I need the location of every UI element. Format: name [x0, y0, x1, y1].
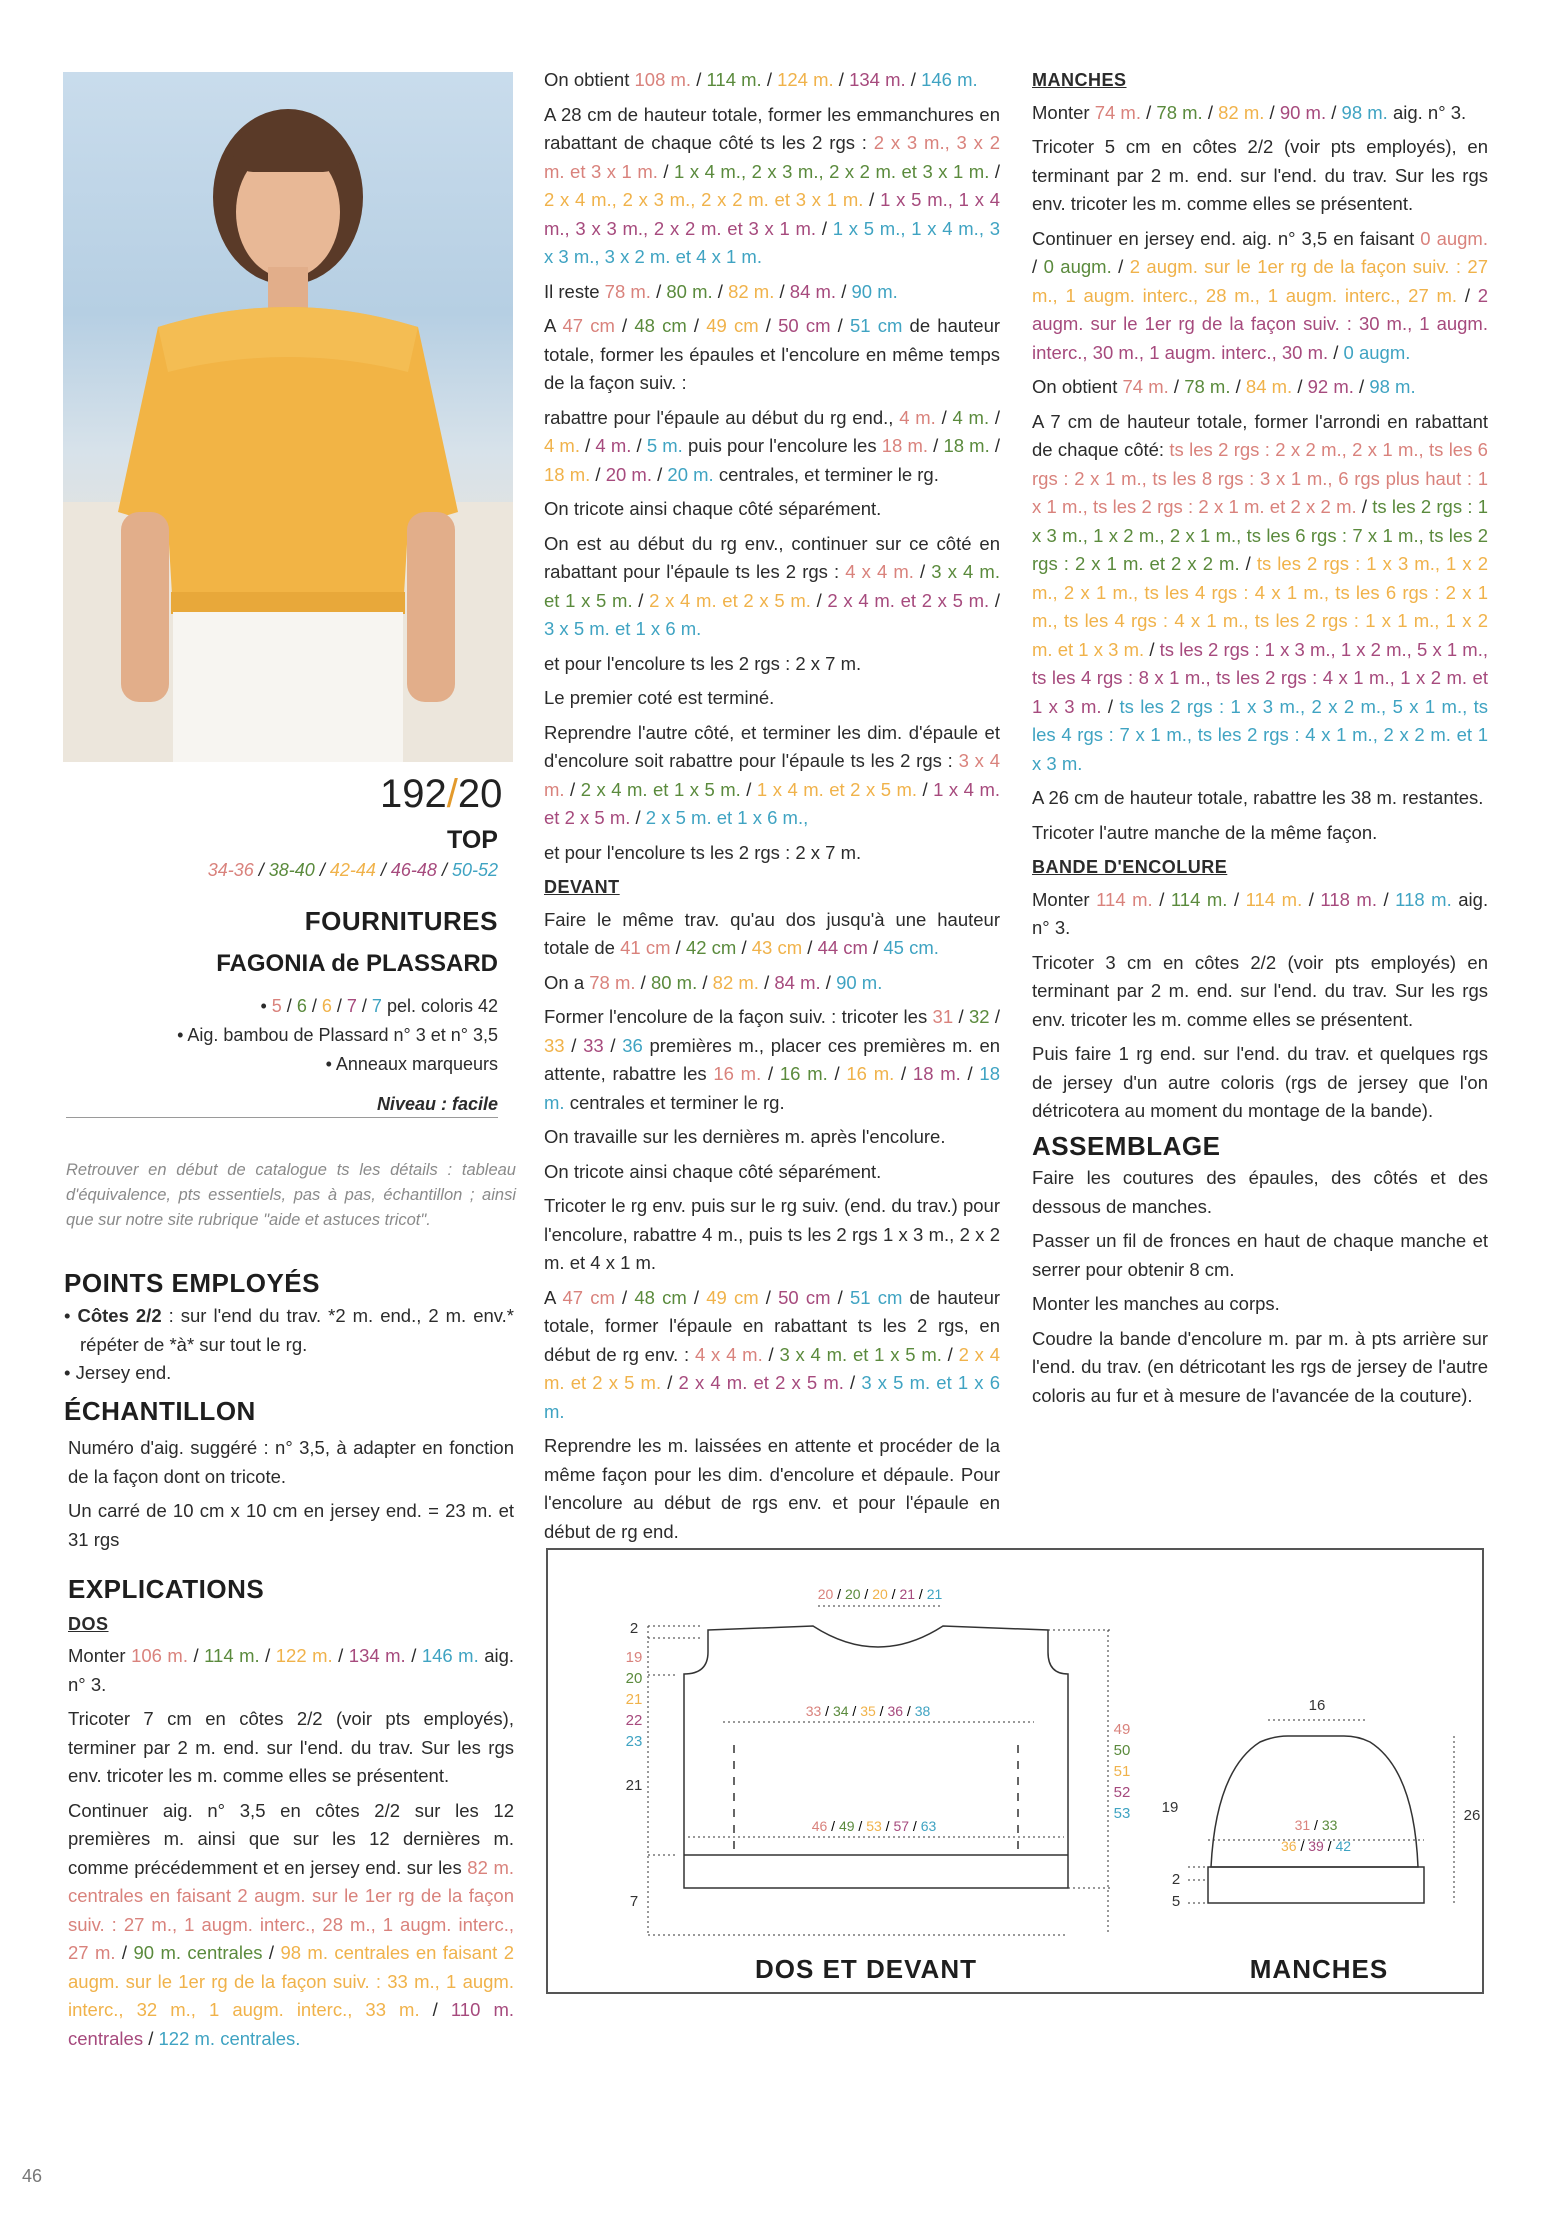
man-5: 98 m.: [1341, 101, 1388, 123]
dos-p3-s3: 98 m. centrales en faisant 2 augm. sur le 1er rg de la façon suiv. : 33 m., 1 augm. interc., 32 m., 1 augm. interc., 33 m.: [68, 1942, 514, 2020]
dev-p3-b: premières m., placer ces premières m. en attente, rabattre les: [544, 1034, 1001, 1084]
mid-4: 36: [887, 1703, 904, 1719]
cm-2: 48 cm: [634, 315, 687, 336]
rep-2: 2 x 4 m. et 1 x 5 m.: [580, 778, 741, 800]
ob-2: 114 m.: [706, 69, 762, 90]
point-jersey: • Jersey end.: [64, 1362, 172, 1383]
re-4: 84 m.: [789, 280, 837, 302]
dp3b-1: 16 m.: [713, 1063, 762, 1084]
yarn-brand: FAGONIA de PLASSARD: [216, 950, 498, 977]
env-3: 2 x 4 m. et 2 x 5 m.: [649, 589, 811, 611]
assemblage-heading: ASSEMBLAGE: [1032, 1130, 1221, 1161]
sl-row1: 31 / 33: [1294, 1817, 1338, 1833]
encolure-1: et pour l'encolure ts les 2 rgs : 2 x 7 m.: [544, 652, 862, 674]
sl-16: 16: [1308, 1697, 1326, 1714]
rabattre-line: rabattre pour l'épaule au début du rg end., 4 m. / 4 m. / 4 m. / 4 m. / 5 m. puis pour l'encolure les 18 m. / 18 m. / 18 m. / 20 m. / 20 m. centrales, et terminer le rg.: [544, 406, 1001, 485]
pel-5: 7: [371, 996, 382, 1016]
right-2: 50: [1113, 1742, 1131, 1759]
rep-5: 2 x 5 m. et 1 x 6 m.,: [645, 807, 809, 828]
emm-4: 1 x 5 m., 1 x 4 m., 3 x 3 m., 2 x 2 m. et 3 x 1 m.: [544, 189, 1001, 239]
pel-3: 6: [321, 996, 332, 1016]
man-4: 90 m.: [1279, 101, 1327, 123]
bande-p3: Puis faire 1 rg end. sur l'end. du trav. et quelques rgs de jersey d'un autre coloris (rgs de jersey que l'on détricotera au moment du montage de la bande).: [1032, 1043, 1488, 1121]
left-v3: 21: [625, 1691, 643, 1708]
man-p5-3: ts les 2 rgs : 1 x 3 m., 1 x 2 m., 2 x 1 m., ts les 4 rgs : 4 x 1 m., ts les 6 rgs : 2 x 1 m., ts les 4 rgs : 4 x 1 m., ts les 2 rgs : 1 x 1 m., 1 x 2 m. et 1 x 3 m.: [1032, 553, 1488, 660]
dcm2-4: 50 cm: [778, 1286, 831, 1308]
rab2-5: 20 m.: [667, 463, 714, 485]
right-5: 53: [1113, 1805, 1131, 1822]
env-4: 2 x 4 m. et 2 x 5 m.: [827, 589, 990, 611]
ob-5: 146 m.: [921, 69, 978, 90]
pattern-ref: 192: [380, 772, 447, 816]
obtient-label: On obtient: [544, 69, 635, 90]
ona-5: 90 m.: [836, 971, 883, 993]
bd-4: 118 m.: [1320, 888, 1377, 910]
ob-4: 134 m.: [849, 69, 906, 90]
dcm-4: 44 cm: [817, 937, 868, 958]
schema-drawing: [548, 1550, 1482, 1992]
mob-3: 84 m.: [1245, 376, 1293, 397]
middle-column: [544, 66, 1000, 1552]
devant-p4: On travaille sur les dernières m. après l'encolure.: [544, 1126, 946, 1147]
rab-c: centrales, et terminer le rg.: [713, 463, 939, 485]
bot-4: 57: [893, 1818, 910, 1834]
assemblage-p1: Faire les coutures des épaules, des côtés et des dessous de manches.: [1032, 1167, 1488, 1217]
dcm2-2: 48 cm: [634, 1286, 687, 1308]
dcm-3: 43 cm: [751, 937, 803, 958]
man-1: 74 m.: [1094, 101, 1141, 123]
top-1: 20: [817, 1586, 834, 1602]
dos-m1: 106 m.: [131, 1645, 188, 1666]
dp3b-2: 16 m.: [779, 1063, 828, 1084]
man-ob-label: On obtient: [1032, 376, 1123, 397]
rab2-1: 18 m.: [881, 435, 929, 456]
dos-m2: 114 m.: [204, 1645, 260, 1666]
rab-1: 4 m.: [899, 406, 936, 428]
mid-5: 38: [914, 1703, 931, 1719]
mid-1: 33: [805, 1703, 822, 1719]
rab-b: puis pour l'encolure les: [682, 435, 882, 456]
epaules-line: A 47 cm / 48 cm / 49 cm / 50 cm / 51 cm de hauteur totale, former les épaules et l'encolure en même temps de la façon suiv. :: [544, 315, 1001, 393]
mob-4: 92 m.: [1307, 376, 1354, 397]
bd-3: 114 m.: [1245, 888, 1303, 910]
garment-type: TOP: [447, 826, 498, 854]
top-4: 21: [899, 1586, 916, 1602]
page-number: 46: [22, 2166, 43, 2186]
emm-1: 2 x 3 m., 3 x 2 m. et 3 x 1 m.: [544, 132, 1000, 182]
man-p3-2: 0 augm.: [1043, 256, 1112, 277]
supply-yarn: • 5 / 6 / 6 / 7 / 7 pel. coloris 42: [260, 996, 498, 1016]
pel-2: 6: [296, 996, 307, 1016]
mob-1: 74 m.: [1122, 376, 1169, 397]
sleeve-labels: [1162, 1697, 1481, 1910]
man-p5-4: ts les 2 rgs : 1 x 3 m., 1 x 2 m., 5 x 1 m., ts les 4 rgs : 8 x 1 m., ts les 2 rgs : 4 x 1 m., 1 x 2 m. et 1 x 3 m.: [1032, 638, 1488, 717]
sl-5: 5: [1171, 1893, 1181, 1910]
sl-2: 2: [1171, 1871, 1181, 1888]
obtient-line: On obtient 108 m. / 114 m. / 124 m. / 134 m. / 146 m.: [544, 69, 978, 90]
mid-label: 33 / 34 / 35 / 36 / 38: [805, 1703, 931, 1719]
model-photo: [63, 72, 513, 762]
pel-1: 5: [271, 996, 282, 1016]
dos-p1: Monter 106 m. / 114 m. / 122 m. / 134 m. / 146 m. aig. n° 3.: [68, 1645, 515, 1695]
dp3b-3: 16 m.: [846, 1063, 895, 1084]
sl-row2: 36 / 39 / 42: [1280, 1838, 1352, 1854]
devant-p8: Reprendre les m. laissées en attente et procéder de la même façon pour les dim. d'encolure et dépaule. Pour l'encolure au début de rgs env. et pour l'épaule en début de rg end.: [544, 1435, 1000, 1542]
devant-p7: A 47 cm / 48 cm / 49 cm / 50 cm / 51 cm de hauteur totale, former l'épaule en rabattant ts les 2 rgs, en début de rg env. : 4 x 4 m. / 3 x 4 m. et 1 x 5 m. / 2 x 4 m. et 2 x 5 m. / 2 x 4 m. et 2 x 5 m. / 3 x 5 m. et 1 x 6 m.: [544, 1286, 1001, 1422]
left-7: 7: [629, 1893, 639, 1910]
echantillon-text: [68, 1434, 514, 1560]
point-jersey-text: Jersey end.: [75, 1362, 172, 1383]
emm-5: 1 x 5 m., 1 x 4 m., 3 x 3 m., 3 x 2 m. et 4 x 1 m.: [544, 217, 1000, 267]
env-a: On est au début du rg env., continuer sur ce côté en rabattant pour l'épaule ts les 2 rgs :: [544, 532, 1000, 582]
supply-needles: • Aig. bambou de Plassard n° 3 et n° 3,5: [177, 1025, 498, 1045]
right-3: 51: [1113, 1763, 1131, 1780]
body-right-labels: [1114, 1721, 1131, 1822]
dos-p3-s1: 82 m. centrales en faisant 2 augm. sur le 1er rg de la façon suiv. : 27 m., 1 augm. interc., 28 m., 1 augm. interc., 27 m.: [68, 1856, 514, 1963]
bande-aig: aig. n° 3.: [1032, 888, 1489, 938]
explications-heading: EXPLICATIONS: [68, 1574, 265, 1604]
env-5: 3 x 5 m. et 1 x 6 m.: [544, 618, 702, 639]
size-list: 34-36 / 38-40 / 42-44 / 46-48 / 50-52: [207, 860, 498, 880]
dp3-4: 33: [583, 1034, 604, 1056]
mid-2: 34: [832, 1703, 849, 1719]
pel-4: 7: [346, 996, 357, 1016]
man-p5-1: ts les 2 rgs : 2 x 2 m., 2 x 1 m., ts les 6 rgs : 2 x 1 m., ts les 8 rgs : 3 x 1 m., 6 rgs plus haut : 1 x 1 m., ts les 2 rgs : 2 x 1 m. et 2 x 2 m.: [1032, 439, 1488, 517]
emm-a: A 28 cm de hauteur totale, former les emmanchures en rabattant de chaque côté ts les 2 rgs :: [544, 103, 1000, 153]
cm-1: 47 cm: [562, 315, 615, 336]
rab2-3: 18 m.: [544, 463, 591, 485]
schema-box: [546, 1548, 1484, 1994]
re-3: 82 m.: [728, 280, 775, 302]
devant-p3: Former l'encolure de la façon suiv. : tricoter les 31 / 32 / 33 / 33 / 36 premières m., placer ces premières m. en attente, rabattre les 16 m. / 16 m. / 16 m. / 18 m. / 18 m. centrales et terminer le rg.: [544, 1006, 1001, 1113]
body-caption: DOS ET DEVANT: [755, 1954, 977, 1984]
dos-heading: DOS: [68, 1614, 109, 1634]
cm-3: 49 cm: [706, 315, 759, 336]
dev-p7-b: de hauteur totale, former l'épaule en rabattant ts les 2 rgs, en début de rg env. :: [544, 1286, 1001, 1365]
bande-heading: BANDE D'ENCOLURE: [1032, 857, 1228, 877]
pattern-number: [380, 772, 503, 817]
man-3: 82 m.: [1218, 101, 1265, 123]
re-1: 78 m.: [604, 280, 651, 302]
echantillon-heading: ÉCHANTILLON: [64, 1396, 256, 1426]
photo-illustration: [63, 72, 513, 762]
point-cotes-label: Côtes 2/2: [77, 1305, 162, 1326]
rep-1: 3 x 4 m.: [544, 750, 1000, 800]
ob-1: 108 m.: [634, 69, 692, 90]
mob-2: 78 m.: [1184, 376, 1231, 397]
rep-3: 1 x 4 m. et 2 x 5 m.: [756, 778, 918, 800]
a47-b: de hauteur totale, former les épaules et l'encolure en même temps de la façon suiv. :: [544, 315, 1001, 393]
reste-label: Il reste: [544, 280, 605, 302]
left-v5: 23: [625, 1733, 643, 1750]
rep-a: Reprendre l'autre côté, et terminer les dim. d'épaule et d'encolure soit rabattre pour l'épaule ts les 2 rgs :: [544, 721, 1000, 771]
rab-3: 4 m.: [544, 435, 580, 456]
dp3b-4: 18 m.: [912, 1063, 961, 1084]
bot-3: 53: [866, 1818, 882, 1834]
manches-p7: Tricoter l'autre manche de la même façon.: [1032, 821, 1378, 843]
manches-p5: A 7 cm de hauteur totale, former l'arrondi en rabattant de chaque côté: ts les 2 rgs : 2 x 2 m., 2 x 1 m., ts les 6 rgs : 2 x 1 m., ts les 8 rgs : 3 x 1 m., 6 rgs plus haut : 1 x 1 m., ts les 2 rgs : 2 x 1 m. et 2 x 2 m. / ts les 2 rgs : 1 x 3 m., 1 x 2 m., 2 x 1 m., ts les 6 rgs : 7 x 1 m., ts les 2 rgs : 2 x 1 m. et 2 x 2 m. / ts les 2 rgs : 1 x 3 m., 1 x 2 m., 2 x 1 m., ts les 4 rgs : 4 x 1 m., ts les 6 rgs : 2 x 1 m., ts les 4 rgs : 4 x 1 m., ts les 2 rgs : 1 x 1 m., 1 x 2 m. et 1 x 3 m. / ts les 2 rgs : 1 x 3 m., 1 x 2 m., 5 x 1 m., ts les 4 rgs : 8 x 1 m., ts les 2 rgs : 4 x 1 m., 1 x 2 m. et 1 x 3 m. / ts les 2 rgs : 1 x 3 m., 2 x 2 m., 5 x 1 m., ts les 4 rgs : 7 x 1 m., ts les 2 rgs : 4 x 1 m., 2 x 2 m. et 1 x 3 m.: [1032, 410, 1489, 774]
dev-p3-c: centrales et terminer le rg.: [564, 1091, 785, 1113]
bd-2: 114 m.: [1170, 888, 1228, 910]
reste-line: Il reste 78 m. / 80 m. / 82 m. / 84 m. / 90 m.: [544, 280, 898, 302]
dcm-2: 42 cm: [685, 937, 737, 958]
devant-p2: On a 78 m. / 80 m. / 82 m. / 84 m. / 90 m.: [544, 971, 883, 993]
emmanchures: A 28 cm de hauteur totale, former les emmanchures en rabattant de chaque côté ts les 2 rgs : 2 x 3 m., 3 x 2 m. et 3 x 1 m. / 1 x 4 m., 2 x 3 m., 2 x 2 m. et 3 x 1 m. / 2 x 4 m., 2 x 3 m., 2 x 2 m. et 3 x 1 m. / 1 x 5 m., 1 x 4 m., 3 x 3 m., 2 x 2 m. et 3 x 1 m. / 1 x 5 m., 1 x 4 m., 3 x 3 m., 3 x 2 m. et 4 x 1 m.: [544, 103, 1001, 267]
size-5: 50-52: [451, 860, 498, 880]
dos-p3-s5: 122 m. centrales.: [158, 2027, 301, 2049]
left-21: 21: [625, 1777, 643, 1794]
dos-p3-s2: 90 m. centrales: [133, 1942, 263, 1963]
dp3-3: 33: [544, 1034, 565, 1056]
devant-p6: Tricoter le rg env. puis sur le rg suiv. (end. du trav.) pour l'encolure, rabattre 4 m., puis ts les 2 rgs 1 x 3 m., 2 x 2 m. et 4 x 1 m.: [544, 1195, 1000, 1273]
sl-26: 26: [1463, 1807, 1481, 1824]
point-cotes: • Côtes 2/2 : sur l'end du trav. *2 m. end., 2 m. env.* répéter de *à* sur tout le rg.: [64, 1305, 514, 1355]
dcm2-1: 47 cm: [562, 1286, 615, 1308]
emm-2: 1 x 4 m., 2 x 3 m., 2 x 2 m. et 3 x 1 m.: [674, 160, 990, 182]
top-label: 20 / 20 / 20 / 21 / 21: [817, 1586, 943, 1602]
markers-text: Anneaux marqueurs: [335, 1054, 498, 1074]
bot-1: 46: [811, 1818, 828, 1834]
body-labels: [806, 1586, 943, 1834]
encolure-2: et pour l'encolure ts les 2 rgs : 2 x 7 m.: [544, 841, 862, 863]
echantillon-p1: Numéro d'aig. suggéré : n° 3,5, à adapter en fonction de la façon dont on tricote.: [68, 1437, 514, 1487]
sl-r2-1: 36: [1280, 1838, 1297, 1854]
sleeve-dims: [1188, 1720, 1454, 1903]
echantillon-p2: Un carré de 10 cm x 10 cm en jersey end. = 23 m. et 31 rgs: [68, 1500, 514, 1550]
sl-r1-1: 31: [1294, 1817, 1311, 1833]
mob-5: 98 m.: [1369, 376, 1416, 397]
bande-p2: Tricoter 3 cm en côtes 2/2 (voir pts employés) en terminant par 2 m. end. sur l'end. du trav. Sur les rgs env. tricoter les m. comme elles se présentent.: [1032, 951, 1488, 1030]
dos-p3-s4: 110 m. centrales: [68, 1999, 515, 2049]
ob-3: 124 m.: [777, 69, 834, 90]
bd-1: 114 m.: [1096, 888, 1153, 910]
man-p3-5: 0 augm.: [1343, 341, 1411, 363]
left-v4: 22: [625, 1712, 643, 1729]
assemblage-p2: Passer un fil de fronces en haut de chaque manche et serrer pour obtenir 8 cm.: [1032, 1230, 1488, 1280]
dp3-2: 32: [968, 1006, 990, 1027]
dos-text: [68, 1642, 514, 2059]
manches-p4: On obtient 74 m. / 78 m. / 84 m. / 92 m. / 98 m.: [1032, 376, 1416, 397]
right-column: [1032, 66, 1488, 1416]
dcm-5: 45 cm.: [883, 937, 939, 958]
bot-label: 46 / 49 / 53 / 57 / 63: [811, 1818, 937, 1834]
rab2-2: 18 m.: [943, 435, 990, 456]
ona-3: 82 m.: [712, 971, 759, 993]
top-3: 20: [872, 1586, 888, 1602]
needles-text: Aig. bambou de Plassard n° 3 et n° 3,5: [187, 1025, 498, 1045]
difficulty-level: Niveau : facile: [66, 1094, 498, 1118]
separement-1: On tricote ainsi chaque côté séparément.: [544, 498, 882, 519]
size-3: 42-44: [329, 860, 376, 880]
sleeve-caption: MANCHES: [1249, 1954, 1389, 1984]
manches-p6: A 26 cm de hauteur totale, rabattre les 38 m. restantes.: [1032, 787, 1484, 808]
dcm2-3: 49 cm: [706, 1286, 759, 1308]
ona-label: On a: [544, 971, 590, 993]
env-1: 4 x 4 m.: [845, 561, 914, 582]
rab2-4: 20 m.: [605, 463, 652, 485]
env-2: 3 x 4 m. et 1 x 5 m.: [544, 561, 1000, 611]
sl-r2-3: 42: [1335, 1838, 1352, 1854]
dos-m5: 146 m.: [421, 1645, 479, 1666]
ona-4: 84 m.: [774, 971, 821, 993]
dp3b-5: 18 m.: [544, 1063, 1000, 1113]
supply-markers: • Anneaux marqueurs: [325, 1054, 498, 1074]
rab-2: 4 m.: [952, 406, 990, 428]
dp7-4: 2 x 4 m. et 2 x 5 m.: [678, 1372, 844, 1393]
ona-1: 78 m.: [589, 971, 636, 993]
a47-label: A: [544, 315, 563, 336]
re-5: 90 m.: [851, 280, 898, 302]
man-2: 78 m.: [1156, 101, 1203, 123]
rab-4: 4 m.: [595, 435, 632, 456]
top-5: 21: [926, 1586, 943, 1602]
left-v2: 20: [625, 1670, 643, 1687]
dp7-2: 3 x 4 m. et 1 x 5 m.: [779, 1343, 942, 1365]
dos-m3: 122 m.: [275, 1645, 333, 1666]
sleeve-rib: [1208, 1867, 1424, 1903]
body-left-labels: [626, 1620, 643, 1910]
supplies-list: [100, 992, 498, 1079]
man-p3-4: 2 augm. sur le 1er rg de la façon suiv. : 30 m., 1 augm. interc., 30 m., 1 augm. interc., 30 m.: [1032, 284, 1489, 363]
rep-4: 1 x 4 m. et 2 x 5 m.: [544, 778, 1001, 828]
man-p3-1: 0 augm.: [1420, 227, 1488, 249]
emm-3: 2 x 4 m., 2 x 3 m., 2 x 2 m. et 3 x 1 m.: [544, 189, 864, 210]
points-list: [64, 1302, 514, 1388]
size-2: 38-40: [268, 860, 315, 880]
rab-5: 5 m.: [646, 435, 683, 456]
man-p5-2: ts les 2 rgs : 1 x 3 m., 1 x 2 m., 2 x 1 m., ts les 6 rgs : 7 x 1 m., ts les 2 rgs : 2 x 1 m. et 2 x 2 m.: [1032, 496, 1489, 574]
man-p5-a: A 7 cm de hauteur totale, former l'arrondi en rabattant de chaque côté:: [1032, 410, 1488, 460]
size-4: 46-48: [390, 860, 437, 880]
dp7-3: 2 x 4 m. et 2 x 5 m.: [544, 1343, 1001, 1393]
dcm-1: 41 cm: [620, 937, 671, 958]
pel-suffix: pel. coloris 42: [386, 996, 498, 1016]
separement-2: On tricote ainsi chaque côté séparément.: [544, 1160, 882, 1182]
dos-m4: 134 m.: [348, 1645, 406, 1666]
point-cotes-text: : sur l'end du trav. *2 m. end., 2 m. env.* répéter de *à* sur tout le rg.: [80, 1305, 514, 1355]
rab-a: rabattre pour l'épaule au début du rg end.,: [544, 406, 900, 428]
env-line: On est au début du rg env., continuer sur ce côté en rabattant pour l'épaule ts les 2 rgs : 4 x 4 m. / 3 x 4 m. et 1 x 5 m. / 2 x 4 m. et 2 x 5 m. / 2 x 4 m. et 2 x 5 m. / 3 x 5 m. et 1 x 6 m.: [544, 532, 1000, 639]
devant-p1: Faire le même trav. qu'au dos jusqu'à une hauteur totale de 41 cm / 42 cm / 43 cm / 44 cm / 45 cm.: [544, 908, 1000, 958]
bot-2: 49: [838, 1818, 855, 1834]
man-p5-5: ts les 2 rgs : 1 x 3 m., 2 x 2 m., 5 x 1 m., ts les 4 rgs : 7 x 1 m., ts les 2 rgs : 4 x 1 m., 2 x 2 m. et 1 x 3 m.: [1032, 695, 1488, 774]
dev-p3-a: Former l'encolure de la façon suiv. : tricoter les: [544, 1006, 933, 1027]
assemblage-p3: Monter les manches au corps.: [1032, 1293, 1280, 1314]
pattern-issue: 20: [457, 772, 503, 816]
assemblage-p4: Coudre la bande d'encolure m. par m. à pts arrière sur l'end. du trav. (en détricotant les rgs de jersey de l'autre coloris au fur et à mesure de l'avancée de la couture).: [1032, 1327, 1488, 1406]
dcm2-5: 51 cm: [849, 1286, 903, 1308]
body-outline: [684, 1626, 1068, 1888]
top-2: 20: [844, 1586, 861, 1602]
body-piece: [684, 1626, 1068, 1888]
right-4: 52: [1113, 1784, 1131, 1801]
bande-p1: Monter 114 m. / 114 m. / 114 m. / 118 m. / 118 m. aig. n° 3.: [1032, 888, 1489, 938]
pattern-sep: /: [446, 772, 458, 816]
dos-p2: Tricoter 7 cm en côtes 2/2 (voir pts employés), terminer par 2 m. end. sur l'end. du trav. Sur les rgs env. tricoter les m. comme elles se présentent.: [68, 1708, 514, 1786]
premier-cote: Le premier coté est terminé.: [544, 687, 775, 708]
dev-p1-a: Faire le même trav. qu'au dos jusqu'à une hauteur totale de: [544, 908, 1000, 958]
sl-r2-2: 39: [1308, 1838, 1324, 1854]
dp7-5: 3 x 5 m. et 1 x 6 m.: [544, 1372, 1000, 1422]
manches-heading: MANCHES: [1032, 70, 1127, 90]
bande-monter: Monter: [1032, 888, 1097, 910]
dp3-5: 36: [622, 1034, 643, 1056]
dp3-1: 31: [932, 1006, 954, 1027]
catalogue-note: Retrouver en début de catalogue ts les détails : tableau d'équivalence, pts essentiels, pas à pas, échantillon ; ainsi que sur notre site rubrique "aide et astuces tricot".: [66, 1161, 516, 1229]
body-dims: [648, 1606, 1113, 1935]
dp7-1: 4 x 4 m.: [694, 1343, 763, 1365]
bot-5: 63: [920, 1818, 937, 1834]
size-1: 34-36: [207, 860, 254, 880]
bd-5: 118 m.: [1395, 888, 1452, 910]
dos-p3-a: Continuer aig. n° 3,5 en côtes 2/2 sur les 12 premières m. ainsi que sur les 12 dernières m. comme précédemment et en jersey end. sur les: [68, 1799, 514, 1878]
sl-19: 19: [1161, 1799, 1179, 1816]
man-monter: Monter: [1032, 101, 1095, 123]
dos-monter: Monter: [68, 1645, 132, 1666]
left-1: 19: [625, 1649, 643, 1666]
manches-p2: Tricoter 5 cm en côtes 2/2 (voir pts employés), en terminant par 2 m. end. sur l'end. du trav. Sur les rgs env. tricoter les m. comme elles se présentent.: [1032, 136, 1488, 214]
cm-5: 51 cm: [849, 315, 903, 336]
cm-4: 50 cm: [778, 315, 831, 336]
reprendre-line: Reprendre l'autre côté, et terminer les dim. d'épaule et d'encolure soit rabattre pour l'épaule ts les 2 rgs : 3 x 4 m. / 2 x 4 m. et 1 x 5 m. / 1 x 4 m. et 2 x 5 m. / 1 x 4 m. et 2 x 5 m. / 2 x 5 m. et 1 x 6 m.,: [544, 721, 1001, 828]
man-p3-3: 2 augm. sur le 1er rg de la façon suiv. : 27 m., 1 augm. interc., 28 m., 1 augm. interc., 27 m.: [1032, 256, 1489, 306]
points-heading: POINTS EMPLOYÉS: [64, 1268, 320, 1298]
ona-2: 80 m.: [650, 971, 698, 993]
re-2: 80 m.: [666, 280, 713, 302]
manches-p3: Continuer en jersey end. aig. n° 3,5 en faisant 0 augm. / 0 augm. / 2 augm. sur le 1er rg de la façon suiv. : 27 m., 1 augm. interc., 28 m., 1 augm. interc., 27 m. / 2 augm. sur le 1er rg de la façon suiv. : 30 m., 1 augm. interc., 30 m., 1 augm. interc., 30 m. / 0 augm.: [1032, 227, 1489, 363]
dev-a47: A: [544, 1286, 563, 1308]
left-2: 2: [629, 1620, 639, 1637]
manches-p1: Monter 74 m. / 78 m. / 82 m. / 90 m. / 98 m. aig. n° 3.: [1032, 101, 1467, 123]
man-p3-a: Continuer en jersey end. aig. n° 3,5 en faisant: [1032, 227, 1421, 249]
mid-3: 35: [860, 1703, 876, 1719]
right-1: 49: [1113, 1721, 1131, 1738]
dos-p3: Continuer aig. n° 3,5 en côtes 2/2 sur les 12 premières m. ainsi que sur les 12 dernières m. comme précédemment et en jersey end. sur les 82 m. centrales en faisant 2 augm. sur le 1er rg de la façon suiv. : 27 m., 1 augm. interc., 28 m., 1 augm. interc., 27 m. / 90 m. centrales / 98 m. centrales en faisant 2 augm. sur le 1er rg de la façon suiv. : 33 m., 1 augm. interc., 32 m., 1 augm. interc., 33 m. / 110 m. centrales / 122 m. centrales.: [68, 1799, 515, 2049]
fournitures-heading: FOURNITURES: [304, 906, 498, 936]
devant-heading: DEVANT: [544, 877, 620, 897]
man-aig: aig. n° 3.: [1387, 101, 1467, 123]
sl-r1-2: 33: [1321, 1817, 1338, 1833]
